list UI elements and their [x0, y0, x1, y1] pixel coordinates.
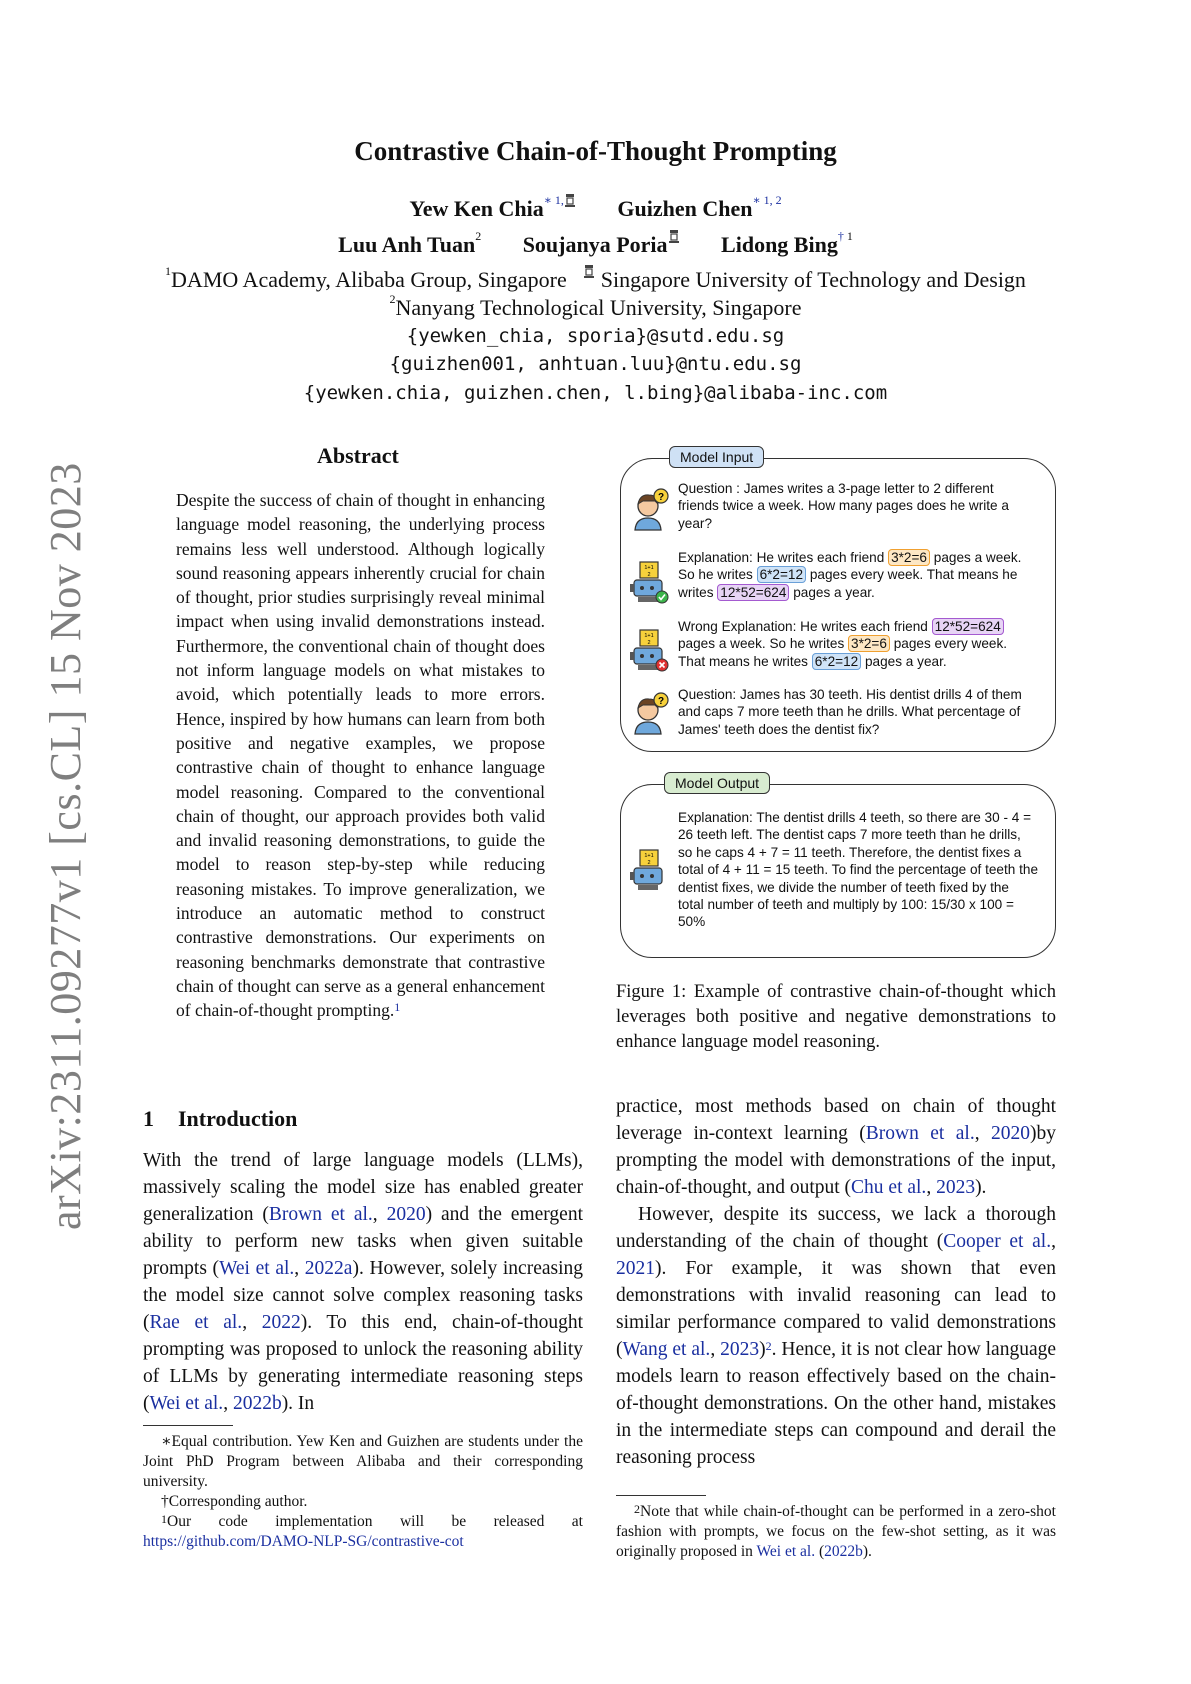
citation-brown-year[interactable]: 2020 [386, 1204, 426, 1225]
footnote-rule [616, 1495, 706, 1496]
email-line-3: {yewken.chia, guizhen.chen, l.bing}@alibaba-inc.com [303, 382, 888, 404]
author-line-1 [0, 193, 1191, 222]
author-line-2 [0, 229, 1191, 258]
robot-wrong-icon [630, 628, 670, 672]
highlight-wrong-1: 12*52=624 [932, 618, 1004, 635]
svg-text:2: 2 [647, 572, 651, 578]
citation-rae-year[interactable]: 2022 [261, 1312, 301, 1333]
citation-brown-year[interactable]: 2020 [991, 1123, 1030, 1144]
svg-text:1+1: 1+1 [644, 853, 654, 859]
question-1-text: Question : James writes a 3-page letter to 2 different friends twice a week. How many pages does he write a year? [678, 481, 1009, 531]
intro-paragraph-right-2: However, despite its success, we lack a thorough understanding of the chain of thought (Cooper et al., 2021). For example, it was shown that even demonstrations with invalid reasoning can lead to similar performance compared to valid demonstrations (Wang et al., 2023)$^2$. Hence, it is not clear how language models learn to reason effectively based on the chain-of-thought demonstrations. On the other hand, mistakes in the intermediate steps can compound and derail the reasoning process [616, 1204, 1056, 1468]
section-heading: 1 Introduction [143, 1106, 298, 1131]
citation-chu-year[interactable]: 2023 [936, 1177, 976, 1198]
sutd-icon [564, 194, 576, 208]
svg-text:?: ? [657, 696, 665, 707]
intro-paragraph-right-1: practice, most methods based on chain of thought leverage in-context learning (Brown et al., 2020)by prompting the model with demonstrations of the input, chain-of-thought, and output (Chu et al., 2023). [616, 1096, 1056, 1198]
citation-brown[interactable]: Brown et al. [865, 1123, 975, 1144]
model-input-tag: Model Input [669, 446, 764, 468]
sutd-icon [668, 230, 680, 244]
sutd-icon [583, 265, 595, 279]
person-question-icon [631, 488, 669, 532]
author-poria: Soujanya Poria [523, 232, 680, 257]
citation-brown[interactable]: Brown et al. [268, 1204, 373, 1225]
email-line-2: {guizhen001, anhtuan.luu}@ntu.edu.sg [389, 353, 802, 375]
author-chia: Yew Ken Chia$^{∗ 1,}$ [409, 196, 576, 221]
citation-chu[interactable]: Chu et al. [851, 1177, 927, 1198]
footnote-2: $^2$Note that while chain-of-thought can be performed in a zero-shot fashion with prompts, we focus on the few-shot setting, as it was originally proposed in Wei et al. (2022b). [616, 1502, 1056, 1560]
footnote-equal-contribution: ∗Equal contribution. Yew Ken and Guizhen are students under the Joint PhD Program between Alibaba and their corresponding university. [143, 1433, 583, 1490]
svg-text:1+1: 1+1 [644, 565, 654, 571]
intro-paragraph-left: With the trend of large language models (LLMs), massively scaling the model size has enabled greater generalization (Brown et al., 2020) and the emergent ability to perform new tasks when given suitable prompts (Wei et al., 2022a). However, solely increasing the model size cannot solve complex reasoning tasks (Rae et al., 2022). To this end, chain-of-thought prompting was proposed to unlock the reasoning ability of LLMs by generating intermediate reasoning steps (Wei et al., 2022b). In [143, 1150, 584, 1414]
arxiv-stamp: arXiv:2311.09277v1 [cs.CL] 15 Nov 2023 [41, 462, 90, 1230]
footnote-code: $^1$Our code implementation will be released at https://github.com/DAMO-NLP-SG/contrastive-cot [143, 1512, 583, 1550]
highlight-step-1: 3*2=6 [888, 549, 930, 566]
abstract-body: Despite the success of chain of thought in enhancing language model reasoning, the underlying process remains less well understood. Although logically sound reasoning appears inherently crucial for chain of thought, prior studies surprisingly reveal minimal impact when using invalid demonstrations instead. Furthermore, the conventional chain of thought does not inform language models on what mistakes to avoid, which potentially leads to more errors. Hence, inspired by how humans can learn from both positive and negative examples, we propose contrastive chain of thought to enhance language model reasoning. Compared to the conventional chain of thought, our approach provides both valid and invalid reasoning demonstrations, to guide the model to reason step-by-step while reducing reasoning mistakes. To improve generalization, we introduce an automatic method to construct contrastive demonstrations. Our experiments on reasoning benchmarks demonstrate that contrastive chain of thought can serve as a general enhancement of chain-of-thought prompting.$^1$ [176, 490, 545, 1021]
highlight-wrong-2: 3*2=6 [848, 635, 890, 652]
svg-text:?: ? [657, 492, 665, 503]
citation-wei-b[interactable]: Wei et al. [756, 1543, 816, 1560]
github-link[interactable]: https://github.com/DAMO-NLP-SG/contrastive-cot [143, 1533, 464, 1550]
explanation-correct: Explanation: He writes each friend 3*2=6 pages a week. So he writes 6*2=12 pages every week. That means he writes 12*52=624 pages a year. [678, 550, 1022, 600]
explanation-wrong: Wrong Explanation: He writes each friend 12*52=624 pages a week. So he writes 3*2=6 pages every week. That means he writes 6*2=12 pages a year. [678, 619, 1008, 669]
robot-correct-icon [630, 560, 670, 604]
footnote-ref-1[interactable]: 1 [394, 1000, 401, 1015]
robot-icon [630, 848, 670, 892]
citation-cooper-year[interactable]: 2021 [616, 1258, 655, 1279]
svg-text:2: 2 [647, 640, 651, 646]
footnote-rule [143, 1425, 233, 1426]
footnote-corresponding: †Corresponding author. [161, 1493, 308, 1510]
abstract-heading: Abstract [317, 443, 399, 468]
paper-title: Contrastive Chain-of-Thought Prompting [354, 136, 837, 166]
author-tuan: Luu Anh Tuan$^2$ [338, 229, 482, 257]
svg-text:1+1: 1+1 [644, 633, 654, 639]
citation-wei-a-year[interactable]: 2022a [304, 1258, 353, 1279]
figure-caption: Figure 1: Example of contrastive chain-of-thought which leverages both positive and negative demonstrations to enhance language model reasoning. [616, 982, 1056, 1052]
author-chen: Guizhen Chen$^{∗ 1, 2}$ [617, 193, 782, 221]
citation-wei-b-year[interactable]: 2022b [824, 1543, 863, 1560]
model-output-tag: Model Output [664, 772, 770, 794]
citation-wei-a[interactable]: Wei et al. [219, 1258, 295, 1279]
question-2-text: Question: James has 30 teeth. His dentist drills 4 of them and caps 7 more teeth than he drills. What percentage of James' teeth does the dentist fix? [678, 687, 1022, 737]
person-question-icon [631, 692, 669, 736]
highlight-step-2: 6*2=12 [757, 566, 806, 583]
model-output-text: Explanation: The dentist drills 4 teeth, so there are 30 - 4 = 26 teeth left. The dentist caps 7 more teeth than he drills, so he caps 4 + 7 = 11 teeth. Therefore, the dentist fixes a total of 4 + 11 = 15 teeth. To find the percentage of teeth the dentist fixes, we divide the number of teeth fixed by the total number of teeth and multiply by 100: 15/30 x 100 = 50% [678, 810, 1039, 930]
author-bing: Lidong Bing† $^1$ [721, 229, 853, 257]
highlight-wrong-3: 6*2=12 [812, 653, 861, 670]
citation-rae[interactable]: Rae et al. [149, 1312, 243, 1333]
citation-wei-b[interactable]: Wei et al. [149, 1393, 224, 1414]
citation-cooper[interactable]: Cooper et al. [943, 1231, 1052, 1252]
citation-wei-b-year[interactable]: 2022b [232, 1393, 282, 1414]
affiliation-line-2: $^2$Nanyang Technological University, Singapore [389, 292, 802, 320]
highlight-step-3: 12*52=624 [717, 584, 789, 601]
footnote-ref-2[interactable]: 2 [765, 1339, 772, 1353]
affiliation-line-1: $^1$DAMO Academy, Alibaba Group, Singapore Singapore University of Technology and Design [165, 264, 1026, 292]
citation-wang-year[interactable]: 2023 [720, 1339, 760, 1360]
email-line-1: {yewken_chia, sporia}@sutd.edu.sg [406, 325, 785, 347]
svg-text:2: 2 [647, 860, 651, 866]
citation-wang[interactable]: Wang et al. [622, 1339, 711, 1360]
footnotes-left [143, 1432, 583, 1552]
